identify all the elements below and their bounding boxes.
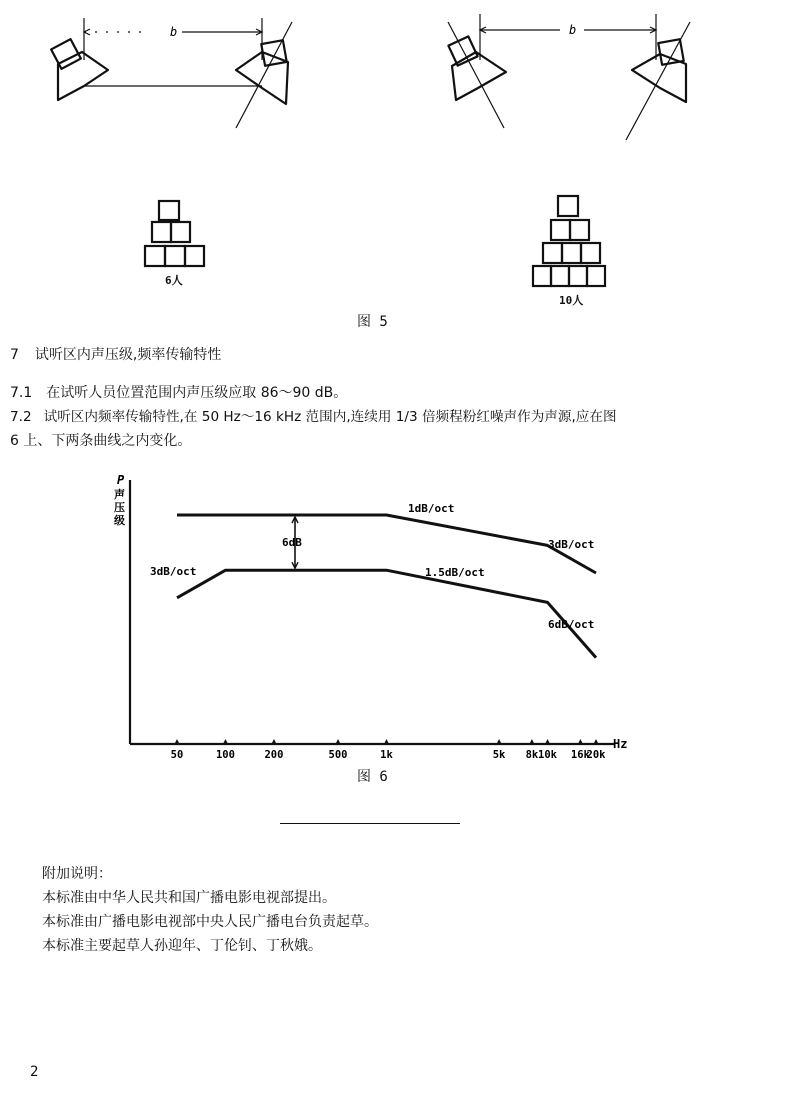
separator-rule <box>280 823 460 824</box>
x-tick-label: 100 <box>215 749 235 761</box>
seat-group-10 <box>533 196 605 286</box>
x-tick-label: 8k <box>525 749 539 761</box>
x-tick-label: 500 <box>328 749 348 761</box>
x-tick <box>594 739 599 744</box>
figure-5-drawing <box>0 0 792 310</box>
speaker-icon <box>51 39 108 100</box>
seat-group-10-label: 10人 <box>559 294 584 307</box>
x-tick <box>384 739 389 744</box>
x-tick-label: 50 <box>170 749 184 761</box>
seat-group-6 <box>145 201 204 266</box>
paragraph-7-2-cont: 6 上、下两条曲线之内变化。 <box>10 433 192 449</box>
annotation-lower-start: 3dB/oct <box>150 565 197 578</box>
x-tick <box>271 739 276 744</box>
remarks-line: 本标准由广播电影电视部中央人民广播电台负责起草。 <box>42 914 378 930</box>
remarks-title: 附加说明： <box>42 866 112 882</box>
series-line-upper <box>177 515 596 573</box>
x-axis-label: Hz <box>613 737 628 751</box>
x-tick-label: 1k <box>380 749 393 761</box>
x-tick-label: 200 <box>264 749 284 761</box>
y-axis-label-char: 级 <box>114 514 125 527</box>
y-axis-symbol: P <box>117 473 125 487</box>
x-tick <box>578 739 583 744</box>
paragraph-7-1: 7.1 在试听人员位置范围内声压级应取 86～90 dB。 <box>10 385 348 401</box>
section-7-heading <box>10 345 221 365</box>
annotation-lower-mid: 1.5dB/oct <box>425 566 485 579</box>
figure-5-caption: 图 5 <box>357 314 388 330</box>
x-tick <box>497 739 502 744</box>
figure-6-caption: 图 6 <box>357 769 388 785</box>
y-axis-label-char: 压 <box>114 501 125 514</box>
section-title: 试听区内声压级,频率传输特性 <box>34 347 222 363</box>
y-axis-label-char: 声 <box>114 488 125 501</box>
x-tick <box>175 739 180 744</box>
section-number: 7 <box>10 347 19 363</box>
x-tick-label: 5k <box>492 749 506 761</box>
paragraph-number: 7.2 <box>10 409 32 425</box>
x-tick <box>529 739 534 744</box>
seat-group-6-label: 6人 <box>165 274 183 287</box>
remarks-line: 本标准由中华人民共和国广播电影电视部提出。 <box>42 890 336 906</box>
x-tick-label: 16k <box>570 749 590 761</box>
annotation-upper-end: 3dB/oct <box>548 538 595 551</box>
speaker-icon <box>632 39 686 102</box>
speaker-icon <box>448 36 506 100</box>
annotation-lower-end: 6dB/oct <box>548 618 595 631</box>
x-tick-label: 20k <box>586 749 606 761</box>
page-number: 2 <box>30 1064 39 1080</box>
dimension-label: b <box>170 25 178 39</box>
annotation-upper-mid: 1dB/oct <box>408 502 455 515</box>
x-tick-label: 10k <box>538 749 558 761</box>
x-tick <box>336 739 341 744</box>
figure-6-chart <box>0 460 792 765</box>
x-tick <box>545 739 550 744</box>
paragraph-number: 7.1 <box>10 385 33 401</box>
dimension-label: b <box>569 23 577 37</box>
series-line-lower <box>177 570 596 657</box>
paragraph-7-2: 7.2 试听区内频率传输特性,在 50 Hz～16 kHz 范围内,连续用 1/3 倍频程粉红噪声作为声源,应在图 <box>10 409 617 425</box>
x-tick <box>223 739 228 744</box>
remarks-line: 本标准主要起草人孙迎年、丁伦钊、丁秋娥。 <box>42 938 322 954</box>
annotation-gap: 6dB <box>282 536 302 549</box>
